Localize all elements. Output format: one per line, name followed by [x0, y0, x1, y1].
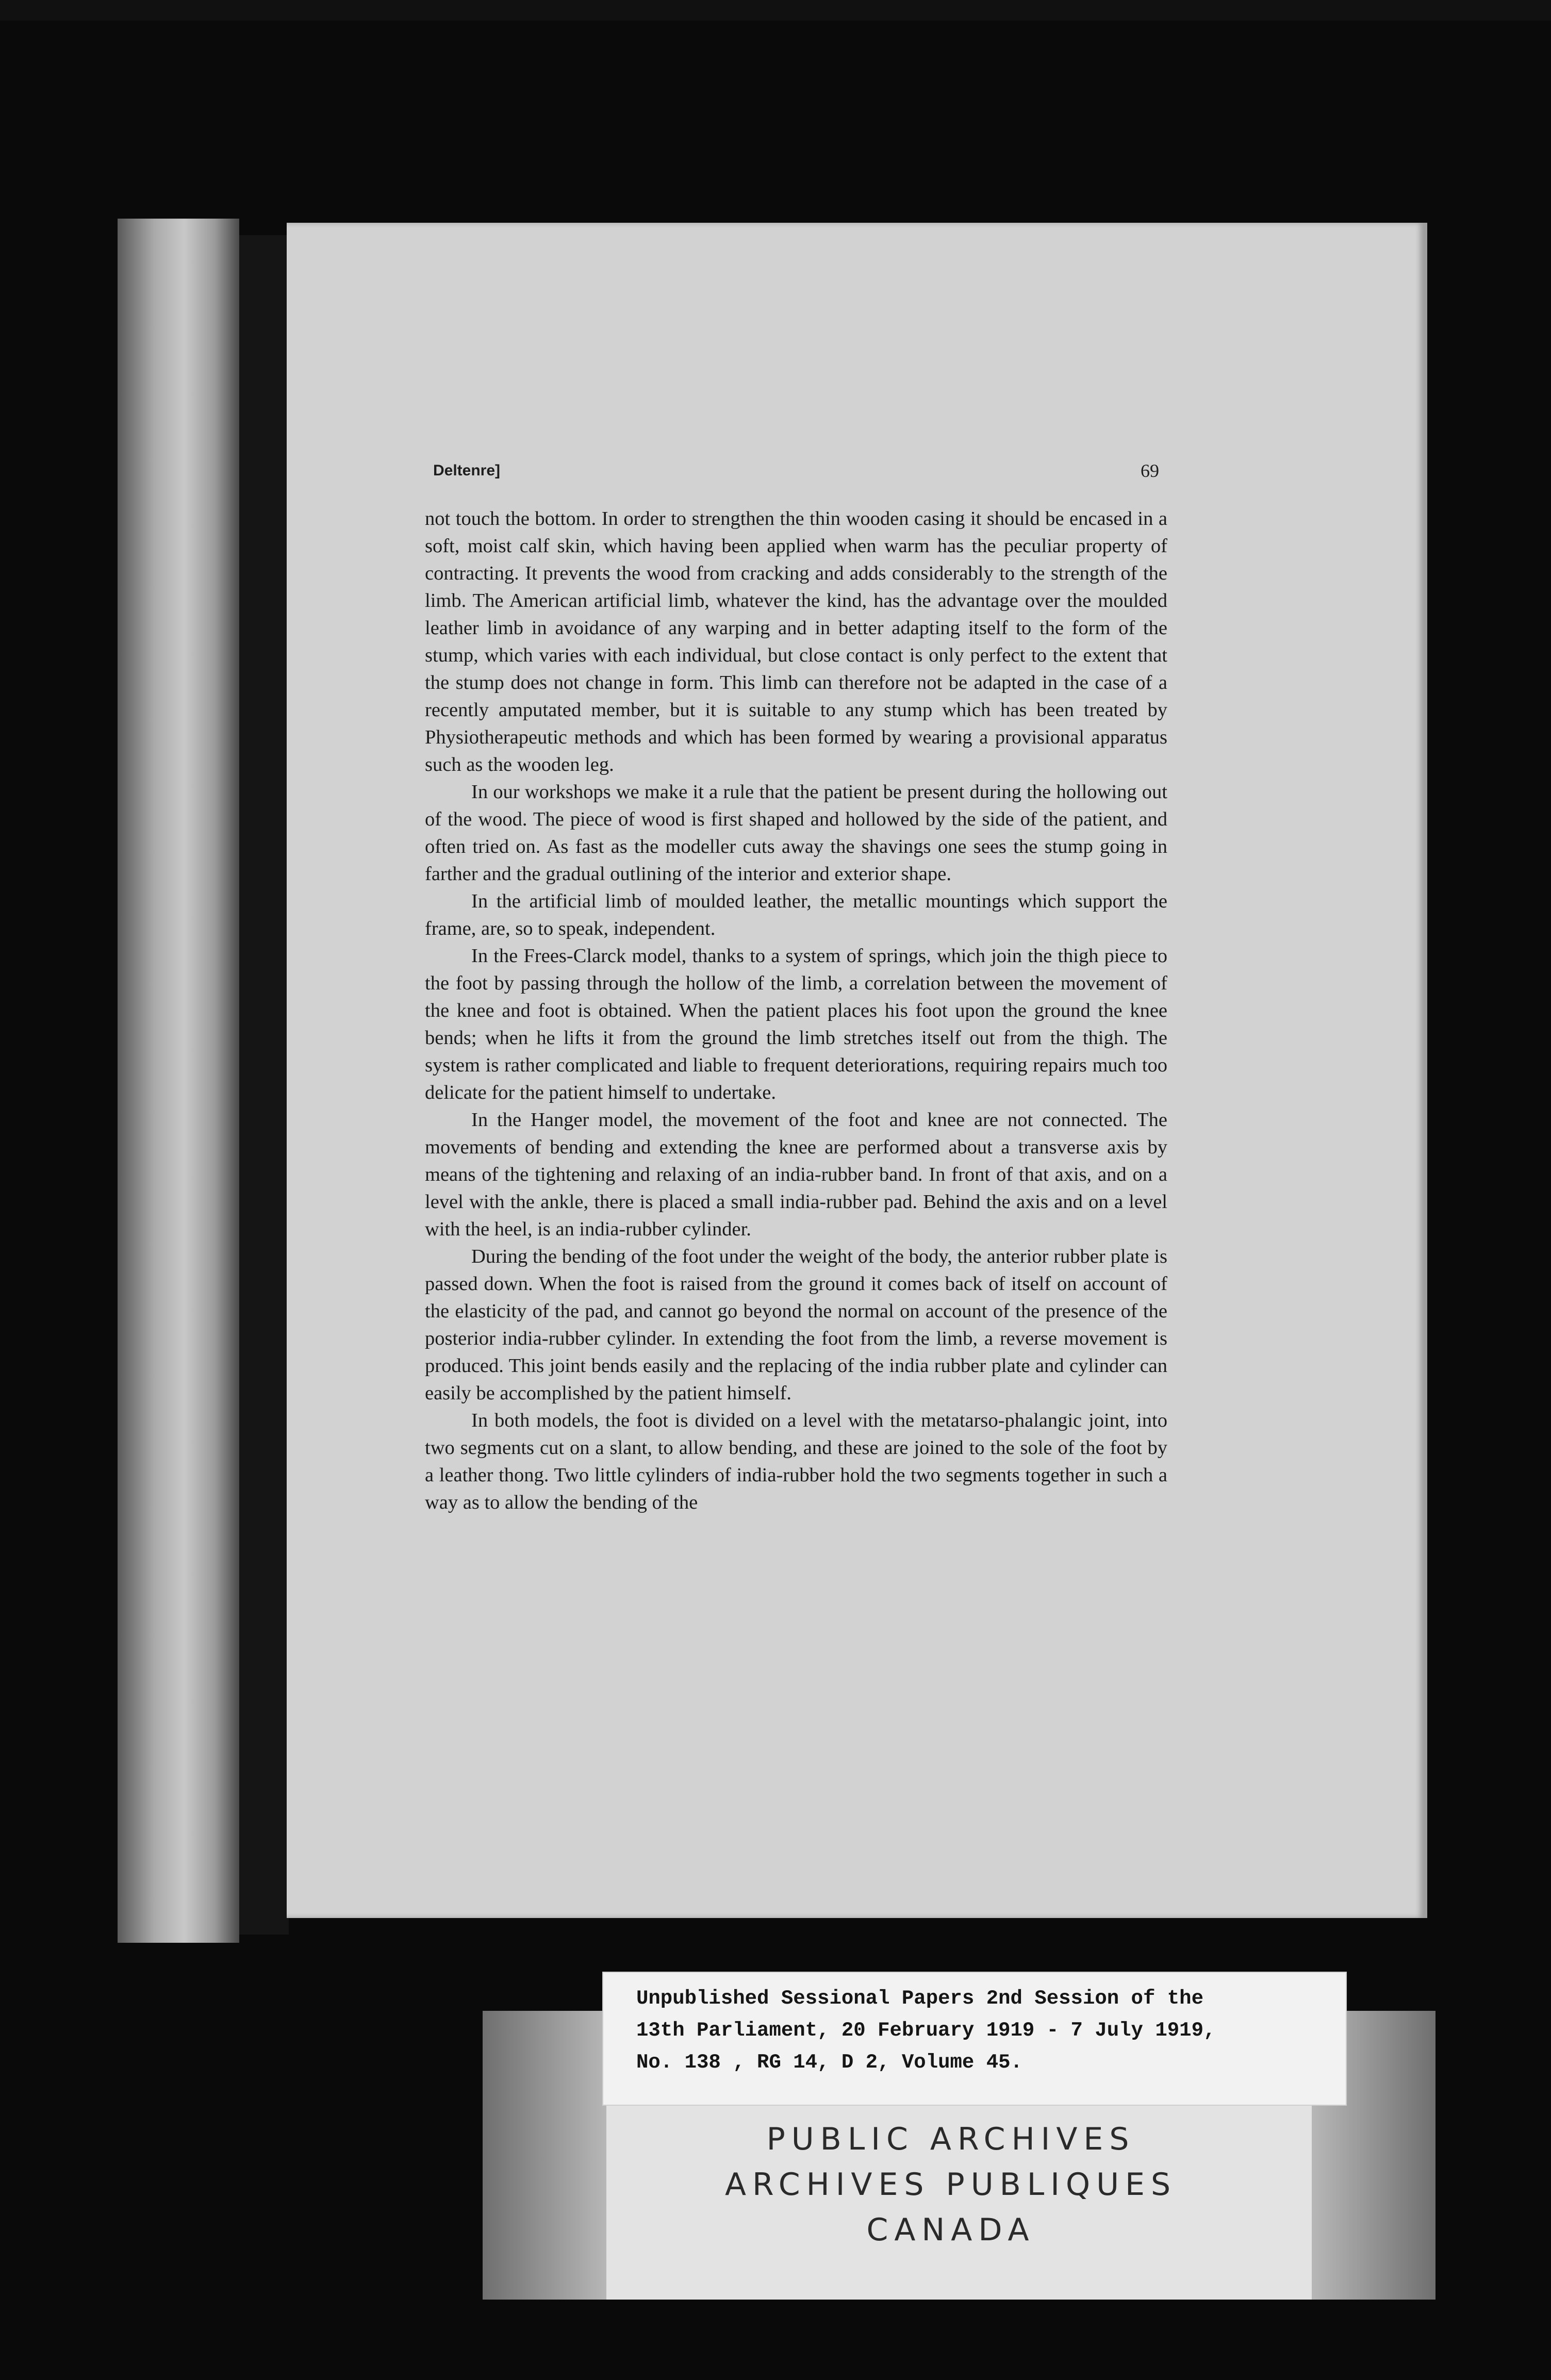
film-edge: [0, 0, 1551, 21]
book-spine: [118, 219, 239, 1943]
typed-line: No. 138 , RG 14, D 2, Volume 45.: [636, 2051, 1022, 2074]
paragraph: In our workshops we make it a rule that the patient be present during the hollowing out of the wood. The piece of wood is first shaped and hollowed by the side of the patient, and often tried on. As fast as the modeller cuts away the shavings one sees the stump going in farther and the gradual outlining of the interior and exterior shape.: [425, 781, 1167, 885]
running-header: [433, 462, 1159, 487]
typed-reference-label: [602, 1972, 1347, 2106]
typed-line: 13th Parliament, 20 February 1919 - 7 July 1919,: [636, 2019, 1216, 2042]
header-author: Deltenre]: [433, 462, 501, 479]
paragraph: In the artificial limb of moulded leather, the metallic mountings which support the frame, are, so to speak, independent.: [425, 890, 1167, 939]
gutter-shadow: [239, 235, 289, 1935]
page-number: 69: [1141, 460, 1159, 481]
stamp-line: CANADA: [866, 2212, 1035, 2248]
paragraph: In both models, the foot is divided on a level with the metatarso-phalangic joint, into two segments cut on a slant, to allow bending, and these are joined to the sole of the foot by a leather thong. Two little cylinders of india-rubber hold the two segments together in such a way as to allow the bending of the: [425, 1410, 1167, 1513]
paragraph: In the Hanger model, the movement of the foot and knee are not connected. The movements of bending and extending the knee are performed about a transverse axis by means of the tightening and relaxing of an india-rubber band. In front of that axis, and on a level with the ankle, there is placed a small india-rubber pad. Behind the axis and on a level with the heel, is an india-rubber cylinder.: [425, 1109, 1167, 1240]
paragraph: In the Frees-Clarck model, thanks to a system of springs, which join the thigh piece to the foot by passing through the hollow of the limb, a correlation between the movement of the knee and foot is obtained. When the patient places his foot upon the ground the knee bends; when he lifts it from the ground the limb stretches itself out from the thigh. The system is rather complicated and liable to frequent deteriorations, requiring repairs much too delicate for the patient himself to undertake.: [425, 945, 1167, 1103]
body-text: [425, 505, 1167, 1516]
stamp-line: PUBLIC ARCHIVES: [766, 2121, 1135, 2157]
typed-line: Unpublished Sessional Papers 2nd Session of the: [636, 1987, 1203, 2010]
stamp-line: ARCHIVES PUBLIQUES: [724, 2167, 1177, 2203]
paragraph: not touch the bottom. In order to strengthen the thin wooden casing it should be encased in a soft, moist calf skin, which having been applied when warm has the peculiar property of contracting. It prevents the wood from cracking and adds considerably to the strength of the limb. The American artificial limb, whatever the kind, has the advantage over the moulded leather limb in avoidance of any warping and in better adapting itself to the form of the stump, which varies with each individual, but close contact is only perfect to the extent that the stump does not change in form. This limb can therefore not be adapted in the case of a recently amputated member, but it is suitable to any stump which has been treated by Physiotherapeutic methods and which has been formed by wearing a provisional apparatus such as the wooden leg.: [425, 508, 1167, 775]
paragraph: During the bending of the foot under the weight of the body, the anterior rubber plate is passed down. When the foot is raised from the ground it comes back of itself on account of the elasticity of the pad, and cannot go beyond the normal on account of the presence of the posterior india-rubber cylinder. In extending the foot from the limb, a reverse movement is produced. This joint bends easily and the replacing of the india rubber plate and cylinder can easily be accomplished by the patient himself.: [425, 1246, 1167, 1404]
archives-stamp: [588, 2109, 1314, 2258]
